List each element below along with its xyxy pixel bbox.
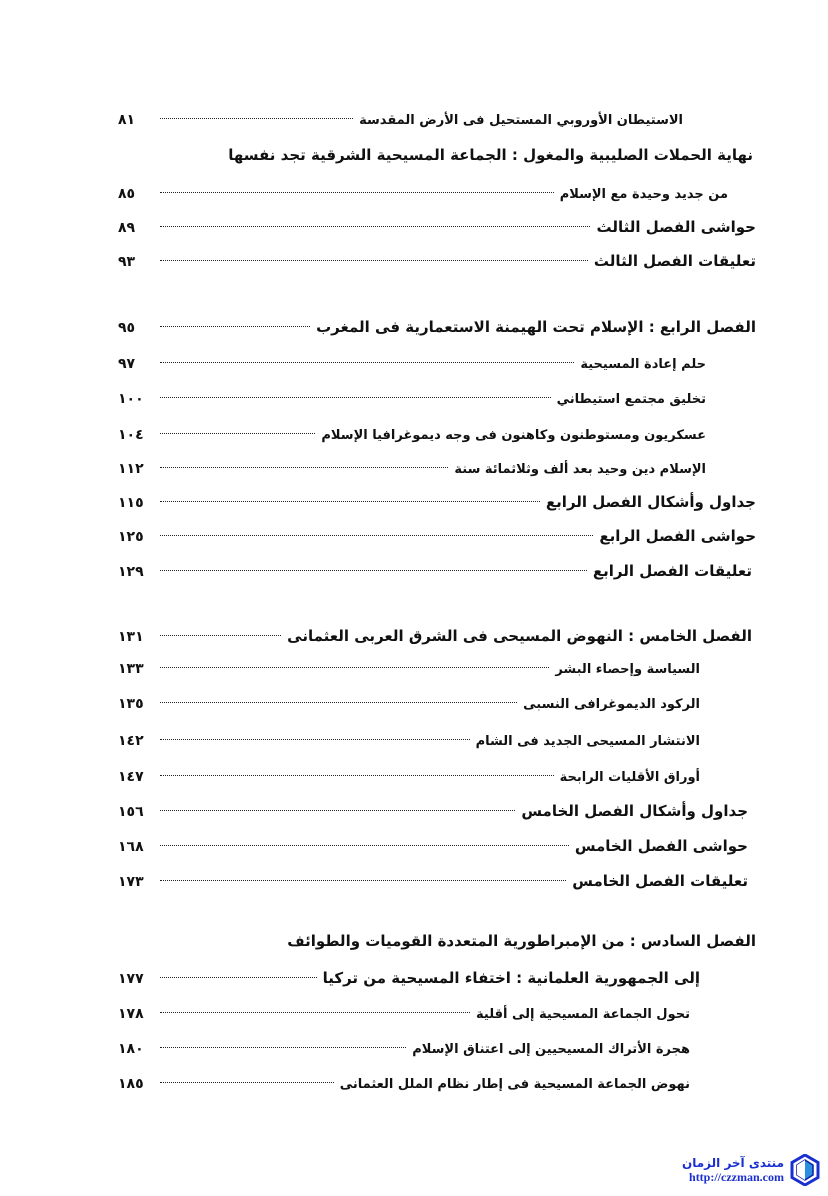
- toc-entry: [118, 348, 706, 372]
- toc-heading: نهاية الحملات الصليبية والمغول : الجماعة المسيحية الشرقية تجد نفسها: [228, 146, 753, 164]
- toc-chapter: [118, 312, 756, 336]
- page-number: ٨٥: [118, 186, 136, 202]
- page-number: ١٨٠: [118, 1041, 144, 1057]
- dot-leader: [160, 535, 593, 536]
- page-number: ٨١: [118, 112, 136, 128]
- toc-entry: [118, 246, 756, 270]
- toc-entry: [118, 796, 748, 820]
- page-number: ١٤٢: [118, 733, 144, 749]
- entry-title: تعليقات الفصل الرابع: [592, 562, 752, 580]
- entry-title: من جديد وحيدة مع الإسلام: [559, 187, 728, 202]
- dot-leader: [160, 635, 281, 636]
- toc-entry: [118, 556, 752, 580]
- dot-leader: [160, 1047, 406, 1048]
- dot-leader: [160, 362, 574, 363]
- dot-leader: [160, 226, 590, 227]
- dot-leader: [160, 467, 448, 468]
- page-number: ١٣٥: [118, 696, 144, 712]
- entry-title: الفصل الرابع : الإسلام تحت الهيمنة الاستعمارية فى المغرب: [316, 318, 756, 336]
- toc-entry: [118, 831, 748, 855]
- toc-entry: [118, 1033, 690, 1057]
- entry-title: الإسلام دين وحيد بعد ألف وثلاثمائة سنة: [454, 462, 706, 477]
- entry-title: جداول وأشكال الفصل الرابع: [545, 493, 756, 511]
- watermark-name: منتدى آخر الزمان: [682, 1155, 784, 1170]
- entry-title: إلى الجمهورية العلمانية : اختفاء المسيحية من تركيا: [322, 969, 700, 987]
- dot-leader: [160, 326, 310, 327]
- page-number: ١٢٩: [118, 564, 144, 580]
- page-number: ١١٥: [118, 495, 144, 511]
- dot-leader: [160, 739, 470, 740]
- page-number: ٩٣: [118, 254, 136, 270]
- dot-leader: [160, 433, 315, 434]
- page-number: ١٧٨: [118, 1006, 144, 1022]
- page-number: ٩٧: [118, 356, 136, 372]
- entry-title: نهوض الجماعة المسيحية فى إطار نظام الملل العثمانى: [339, 1077, 690, 1092]
- toc-entry: [118, 104, 683, 128]
- entry-title: الفصل الخامس : النهوض المسيحى فى الشرق العربى العثمانى: [287, 627, 752, 645]
- toc-entry: [118, 998, 690, 1022]
- entry-title: السياسة وإحصاء البشر: [555, 662, 700, 677]
- page-number: ١٣١: [118, 629, 144, 645]
- page-number: ١٧٣: [118, 874, 144, 890]
- toc-entry: [118, 866, 748, 890]
- dot-leader: [160, 977, 317, 978]
- hexagon-logo-icon: [790, 1154, 820, 1186]
- toc-entry: [118, 653, 700, 677]
- entry-title: عسكريون ومستوطنون وكاهنون فى وجه ديموغرافيا الإسلام: [321, 428, 706, 443]
- toc-entry: [118, 963, 700, 987]
- toc-entry: [118, 521, 756, 545]
- toc-entry: [118, 178, 728, 202]
- dot-leader: [160, 702, 517, 703]
- dot-leader: [160, 810, 515, 811]
- toc-chapter: [118, 621, 752, 645]
- dot-leader: [160, 260, 588, 261]
- dot-leader: [160, 667, 549, 668]
- entry-title: تعليقات الفصل الخامس: [572, 872, 748, 890]
- page-number: ١١٢: [118, 461, 144, 477]
- toc-entry: [118, 419, 706, 443]
- toc-chapter-heading: الفصل السادس : من الإمبراطورية المتعددة القوميات والطوائف: [287, 932, 756, 950]
- page-number: ١٧٧: [118, 971, 144, 987]
- toc-entry: [118, 761, 700, 785]
- entry-title: أوراق الأقليات الرابحة: [559, 770, 700, 785]
- entry-title: حلم إعادة المسيحية: [580, 357, 706, 372]
- dot-leader: [160, 118, 353, 119]
- toc-entry: [118, 1068, 690, 1092]
- page-number: ٩٥: [118, 320, 136, 336]
- page-number: ١٠٤: [118, 427, 144, 443]
- entry-title: هجرة الأتراك المسيحيين إلى اعتناق الإسلام: [412, 1042, 690, 1057]
- toc-entry: [118, 487, 756, 511]
- page-number: ١٣٣: [118, 661, 144, 677]
- toc-entry: [118, 212, 756, 236]
- watermark-logo: [682, 1154, 820, 1186]
- dot-leader: [160, 775, 554, 776]
- dot-leader: [160, 1082, 334, 1083]
- dot-leader: [160, 570, 587, 571]
- entry-title: حواشى الفصل الثالث: [596, 218, 756, 236]
- page-number: ١٥٦: [118, 804, 144, 820]
- entry-title: الاستيطان الأوروبي المستحيل فى الأرض المقدسة: [359, 113, 683, 128]
- dot-leader: [160, 1012, 470, 1013]
- toc-entry: [118, 725, 700, 749]
- entry-title: حواشى الفصل الخامس: [574, 837, 748, 855]
- toc-entry: [118, 383, 706, 407]
- entry-title: الركود الديموغرافى النسبى: [523, 697, 700, 712]
- dot-leader: [160, 397, 551, 398]
- dot-leader: [160, 880, 566, 881]
- page-number: ٨٩: [118, 220, 136, 236]
- entry-title: تخليق مجتمع استيطاني: [556, 392, 706, 407]
- page-number: ١٤٧: [118, 769, 144, 785]
- entry-title: تعليقات الفصل الثالث: [593, 252, 756, 270]
- dot-leader: [160, 845, 569, 846]
- dot-leader: [160, 192, 554, 193]
- entry-title: تحول الجماعة المسيحية إلى أقلية: [476, 1007, 690, 1022]
- page-number: ١٨٥: [118, 1076, 144, 1092]
- entry-title: جداول وأشكال الفصل الخامس: [521, 802, 748, 820]
- watermark-url: http://czzman.com: [689, 1169, 784, 1184]
- entry-title: الانتشار المسيحى الجديد فى الشام: [475, 734, 700, 749]
- entry-title: حواشى الفصل الرابع: [599, 527, 756, 545]
- dot-leader: [160, 501, 540, 502]
- page-number: ١٢٥: [118, 529, 144, 545]
- toc-entry: [118, 453, 706, 477]
- page-number: ١٠٠: [118, 391, 144, 407]
- page-number: ١٦٨: [118, 839, 144, 855]
- toc-entry: [118, 688, 700, 712]
